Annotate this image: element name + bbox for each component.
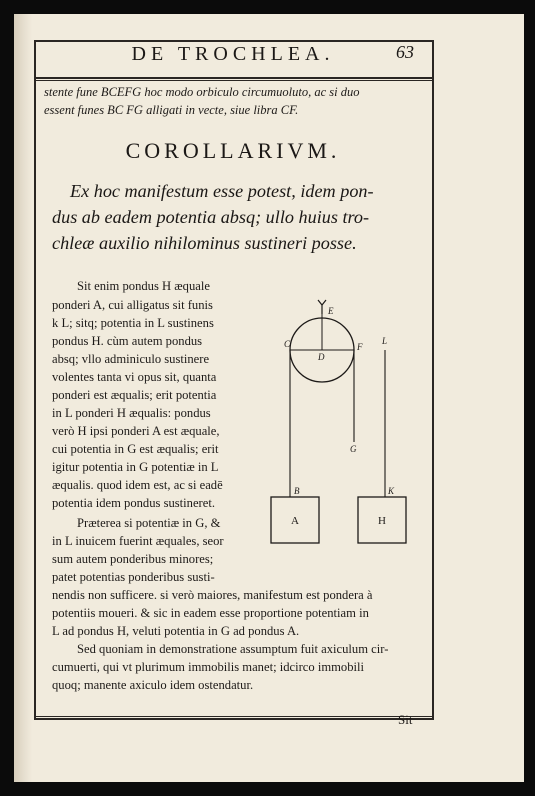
pulley-diagram <box>262 292 422 552</box>
body-line: verò H ipsi ponderi A est æquale, <box>52 424 220 438</box>
body-line: L ad pondus H, veluti potentia in G ad pondus A. <box>52 624 300 638</box>
body-line: in L ponderi H æqualis: pondus <box>52 406 211 420</box>
lead-line: Ex hoc manifestum esse potest, idem pon- <box>70 181 374 201</box>
label-f: F <box>357 342 363 352</box>
lead-line: chleæ auxilio nihilominus sustineri posse. <box>52 233 357 253</box>
label-d: D <box>318 352 325 362</box>
body-line: cui potentia in G est æqualis; erit <box>52 442 219 456</box>
body-line: volentes tanta vi opus sit, quanta <box>52 370 217 384</box>
label-k: K <box>388 486 395 496</box>
body-line: k L; sitq; potentia in L sustinens <box>52 316 214 330</box>
header-rule-thin <box>34 80 432 81</box>
body-line: patet potentias ponderibus susti- <box>52 570 215 584</box>
body-line: pondus H. cùm autem pondus <box>52 334 203 348</box>
lead-line: dus ab eadem potentia absq; ullo huius tro- <box>52 207 370 227</box>
body-line: Sit enim pondus H æquale <box>77 279 210 293</box>
body-line: quoq; manente axiculo idem ostendatur. <box>52 678 254 692</box>
label-a: A <box>291 515 299 527</box>
body-line: cumuerti, qui vt plurimum immobilis manet; idcirco immobili <box>52 660 365 674</box>
running-head: DE TROCHLEA. <box>131 43 335 65</box>
section-title: COROLLARIVM. <box>125 138 341 163</box>
body-line: in L inuicem fuerint æquales, seor <box>52 534 224 548</box>
hook-icon <box>318 300 326 305</box>
body-line: æqualis. quod idem est, ac si eadē <box>52 478 223 492</box>
label-c: C <box>284 339 291 349</box>
body-line: nendis non sufficere. si verò maiores, manifestum est pondera à <box>52 588 373 602</box>
catchword: Sit <box>398 712 413 727</box>
label-l: L <box>382 336 388 346</box>
body-line: igitur potentia in G potentiæ in L <box>52 460 219 474</box>
body-line: ponderi est æqualis; erit potentia <box>52 388 217 402</box>
header-rule <box>34 77 432 79</box>
label-b: B <box>294 486 300 496</box>
body-line: sum autem ponderibus minores; <box>52 552 214 566</box>
intro-line: essent funes BC FG alligati in vecte, siue libra CF. <box>44 103 299 117</box>
label-g: G <box>350 444 357 454</box>
label-e: E <box>328 306 334 316</box>
body-line: absq; vllo adminiculo sustinere <box>52 352 210 366</box>
body-line: potentia idem pondus sustineret. <box>52 496 215 510</box>
body-line: Sed quoniam in demonstratione assumptum fuit axiculum cir- <box>77 642 389 656</box>
body-line: potentiis moueri. & sic in eadem esse proportione potentiam in <box>52 606 369 620</box>
body-line: ponderi A, cui alligatus sit funis <box>52 298 213 312</box>
intro-line: stente fune BCEFG hoc modo orbiculo circumuoluto, ac si duo <box>44 85 360 99</box>
footer-rule <box>34 716 432 717</box>
page-gutter-shadow <box>14 14 32 782</box>
body-line: Præterea si potentiæ in G, & <box>77 516 221 530</box>
label-h: H <box>378 515 386 527</box>
page-number: 63 <box>396 42 414 62</box>
